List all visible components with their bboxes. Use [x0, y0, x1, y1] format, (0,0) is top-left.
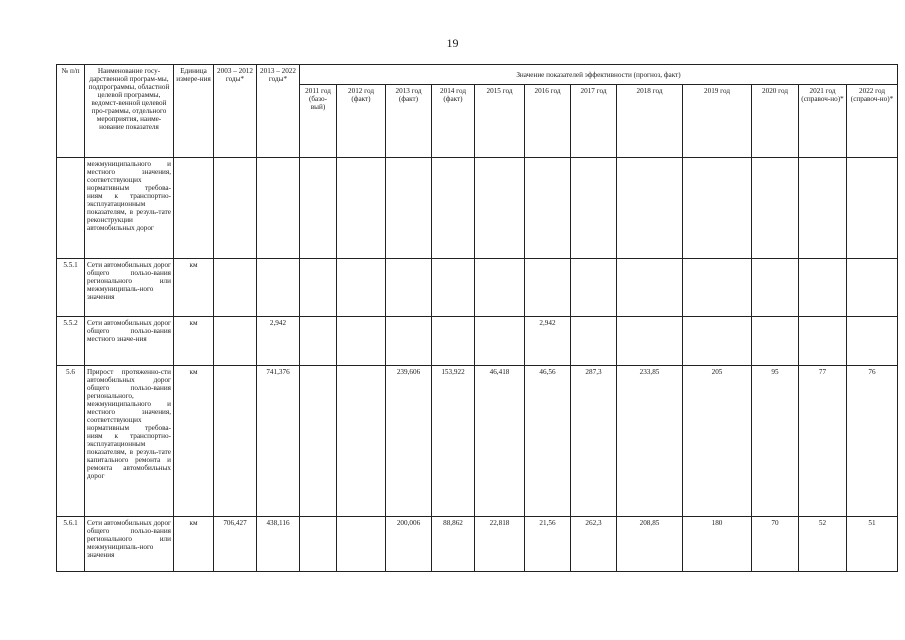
- unit-cell: км: [174, 317, 214, 366]
- value-cell: [386, 259, 432, 317]
- value-2003-2012: [214, 259, 257, 317]
- value-cell: [475, 158, 525, 259]
- col-header-year: 2019 год: [683, 85, 752, 158]
- value-cell: [337, 366, 386, 517]
- col-header-year: 2020 год: [752, 85, 799, 158]
- indicator-name: Прирост протяженно-сти автомобильных дорог общего пользо-вания регионального, межмуниципального и местного значения, соответствующих нормативным требова-ниям к транспортно-эксплуатационным показателям, в резуль-тате капитального ремонта и ремонта автомобильных дорог: [85, 366, 174, 517]
- col-header-year: 2013 год (факт): [386, 85, 432, 158]
- unit-cell: км: [174, 517, 214, 572]
- value-cell: 77: [799, 366, 847, 517]
- value-cell: 153,922: [432, 366, 475, 517]
- value-cell: [337, 259, 386, 317]
- value-2003-2012: 706,427: [214, 517, 257, 572]
- value-cell: 233,85: [617, 366, 683, 517]
- value-2003-2012: [214, 366, 257, 517]
- values-group-header: Значение показателей эффективности (прогноз, факт): [300, 65, 898, 85]
- value-cell: 95: [752, 366, 799, 517]
- value-cell: [432, 158, 475, 259]
- value-cell: [683, 317, 752, 366]
- value-cell: [525, 158, 571, 259]
- indicator-name: Сети автомобильных дорог общего пользо-вания местного значе-ния: [85, 317, 174, 366]
- col-header-year: 2015 год: [475, 85, 525, 158]
- value-cell: [571, 317, 617, 366]
- col-header-year: 2012 год (факт): [337, 85, 386, 158]
- value-cell: [617, 259, 683, 317]
- col-header-unit: Единица измере-ния: [174, 65, 214, 158]
- kpi-table: [56, 64, 898, 572]
- value-cell: [300, 158, 337, 259]
- value-cell: 46,418: [475, 366, 525, 517]
- row-number: 5.6: [57, 366, 85, 517]
- col-header-2003-2012: 2003 – 2012 годы*: [214, 65, 257, 158]
- value-cell: [300, 517, 337, 572]
- col-header-year: 2022 год (справоч-но)*: [847, 85, 898, 158]
- unit-cell: [174, 158, 214, 259]
- col-header-2013-2022: 2013 – 2022 годы*: [257, 65, 300, 158]
- col-header-year: 2016 год: [525, 85, 571, 158]
- header-row-1: [57, 65, 898, 85]
- value-cell: [525, 259, 571, 317]
- col-header-year: 2021 год (справоч-но)*: [799, 85, 847, 158]
- table-row: [57, 317, 898, 366]
- value-cell: 22,818: [475, 517, 525, 572]
- table-row: [57, 517, 898, 572]
- indicator-name: межмуниципального и местного значения, соответствующих нормативным требова-ниям к транспортно-эксплуатационным показателям, в резуль-тате реконструкции автомобильных дорог: [85, 158, 174, 259]
- col-header-year: 2014 год (факт): [432, 85, 475, 158]
- value-2013-2022: 2,942: [257, 317, 300, 366]
- value-cell: 287,3: [571, 366, 617, 517]
- row-number: 5.6.1: [57, 517, 85, 572]
- page-number: 19: [446, 36, 459, 50]
- value-cell: [752, 317, 799, 366]
- table-row: [57, 259, 898, 317]
- value-cell: 239,606: [386, 366, 432, 517]
- value-cell: [847, 259, 898, 317]
- value-cell: 262,3: [571, 517, 617, 572]
- value-cell: [571, 259, 617, 317]
- col-header-year: 2011 год (базо-вый): [300, 85, 337, 158]
- value-cell: [571, 158, 617, 259]
- value-cell: [799, 158, 847, 259]
- value-cell: [799, 317, 847, 366]
- col-header-num: № п/п: [57, 65, 85, 158]
- value-cell: [386, 317, 432, 366]
- value-cell: 88,862: [432, 517, 475, 572]
- value-cell: [617, 317, 683, 366]
- value-2013-2022: [257, 259, 300, 317]
- value-cell: [799, 259, 847, 317]
- value-cell: 205: [683, 366, 752, 517]
- value-cell: 52: [799, 517, 847, 572]
- value-cell: [300, 259, 337, 317]
- unit-cell: км: [174, 259, 214, 317]
- value-cell: [683, 158, 752, 259]
- value-cell: 21,56: [525, 517, 571, 572]
- value-cell: [300, 366, 337, 517]
- value-cell: [617, 158, 683, 259]
- value-cell: [432, 317, 475, 366]
- value-2013-2022: 438,116: [257, 517, 300, 572]
- indicator-name: Сети автомобильных дорог общего пользо-вания регионального или межмуниципаль-ного значения: [85, 259, 174, 317]
- value-cell: 180: [683, 517, 752, 572]
- col-header-year: 2017 год: [571, 85, 617, 158]
- value-cell: [475, 259, 525, 317]
- value-cell: [432, 259, 475, 317]
- unit-cell: км: [174, 366, 214, 517]
- row-number: 5.5.1: [57, 259, 85, 317]
- value-cell: 2,942: [525, 317, 571, 366]
- value-cell: 200,006: [386, 517, 432, 572]
- value-cell: [337, 158, 386, 259]
- value-2003-2012: [214, 158, 257, 259]
- value-cell: 76: [847, 366, 898, 517]
- value-cell: [337, 517, 386, 572]
- value-cell: [475, 317, 525, 366]
- value-cell: [386, 158, 432, 259]
- row-number: [57, 158, 85, 259]
- value-2013-2022: [257, 158, 300, 259]
- value-cell: [847, 158, 898, 259]
- value-2013-2022: 741,376: [257, 366, 300, 517]
- value-cell: [683, 259, 752, 317]
- value-2003-2012: [214, 317, 257, 366]
- row-number: 5.5.2: [57, 317, 85, 366]
- value-cell: 46,56: [525, 366, 571, 517]
- col-header-year: 2018 год: [617, 85, 683, 158]
- value-cell: 51: [847, 517, 898, 572]
- value-cell: [752, 259, 799, 317]
- value-cell: [300, 317, 337, 366]
- value-cell: [337, 317, 386, 366]
- table-row: [57, 158, 898, 259]
- indicator-name: Сети автомобильных дорог общего пользо-вания регионального или межмуниципаль-ного значения: [85, 517, 174, 572]
- col-header-name: Наименование госу-дарственной програм-мы, подпрограммы, областной целевой программы, ведомст-венной целевой про-граммы, отдельного мероприятия, наиме-нование показателя: [85, 65, 174, 158]
- value-cell: 70: [752, 517, 799, 572]
- value-cell: 208,85: [617, 517, 683, 572]
- value-cell: [752, 158, 799, 259]
- value-cell: [847, 317, 898, 366]
- table-row: [57, 366, 898, 517]
